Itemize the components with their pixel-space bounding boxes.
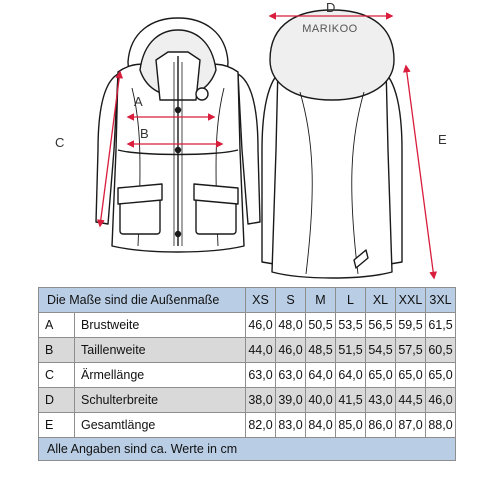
coat-front-view	[96, 18, 260, 252]
arrow-e	[406, 66, 434, 278]
size-header: XL	[366, 288, 396, 313]
table-cell: 65,0	[396, 363, 426, 388]
table-cell: 60,5	[426, 338, 456, 363]
table-cell: 87,0	[396, 413, 426, 438]
label-d: D	[326, 0, 336, 15]
row-name: Schulterbreite	[75, 388, 246, 413]
size-header: M	[306, 288, 336, 313]
table-header-row	[39, 288, 456, 313]
size-header: L	[336, 288, 366, 313]
label-b: B	[140, 126, 149, 141]
table-cell: 38,0	[246, 388, 276, 413]
table-cell: 44,0	[246, 338, 276, 363]
label-e: E	[438, 132, 447, 147]
table-cell: 83,0	[276, 413, 306, 438]
row-key: D	[39, 388, 75, 413]
brand-text: MARIKOO	[302, 23, 358, 35]
row-name: Taillenweite	[75, 338, 246, 363]
table-cell: 64,0	[336, 363, 366, 388]
row-key: E	[39, 413, 75, 438]
table-cell: 61,5	[426, 313, 456, 338]
table-cell: 48,5	[306, 338, 336, 363]
table-footer-row	[39, 438, 456, 461]
table-cell: 63,0	[276, 363, 306, 388]
table-cell: 85,0	[336, 413, 366, 438]
table-row	[39, 363, 456, 388]
row-name: Brustweite	[75, 313, 246, 338]
table-row	[39, 313, 456, 338]
row-key: A	[39, 313, 75, 338]
row-name: Gesamtlänge	[75, 413, 246, 438]
row-key: C	[39, 363, 75, 388]
table-row	[39, 388, 456, 413]
table-footer: Alle Angaben sind ca. Werte in cm	[39, 438, 456, 461]
table-cell: 53,5	[336, 313, 366, 338]
label-a: A	[134, 94, 143, 109]
label-c: C	[55, 135, 65, 150]
table-cell: 44,5	[396, 388, 426, 413]
table-title: Die Maße sind die Außenmaße	[39, 288, 246, 313]
table-cell: 63,0	[246, 363, 276, 388]
table-cell: 65,0	[366, 363, 396, 388]
row-key: B	[39, 338, 75, 363]
size-header: XXL	[396, 288, 426, 313]
size-table	[38, 287, 456, 461]
table-cell: 59,5	[396, 313, 426, 338]
table-cell: 64,0	[306, 363, 336, 388]
size-header: 3XL	[426, 288, 456, 313]
table-cell: 86,0	[366, 413, 396, 438]
coat-back-view	[262, 10, 402, 278]
table-cell: 54,5	[366, 338, 396, 363]
table-cell: 50,5	[306, 313, 336, 338]
table-cell: 65,0	[426, 363, 456, 388]
table-cell: 56,5	[366, 313, 396, 338]
table-cell: 82,0	[246, 413, 276, 438]
table-cell: 48,0	[276, 313, 306, 338]
table-cell: 84,0	[306, 413, 336, 438]
size-header: S	[276, 288, 306, 313]
table-row	[39, 413, 456, 438]
table-cell: 46,0	[426, 388, 456, 413]
table-cell: 88,0	[426, 413, 456, 438]
table-cell: 43,0	[366, 388, 396, 413]
table-cell: 39,0	[276, 388, 306, 413]
table-row	[39, 338, 456, 363]
table-cell: 46,0	[276, 338, 306, 363]
size-header: XS	[246, 288, 276, 313]
table-cell: 46,0	[246, 313, 276, 338]
table-cell: 40,0	[306, 388, 336, 413]
row-name: Ärmellänge	[75, 363, 246, 388]
table-cell: 41,5	[336, 388, 366, 413]
table-cell: 51,5	[336, 338, 366, 363]
table-cell: 57,5	[396, 338, 426, 363]
